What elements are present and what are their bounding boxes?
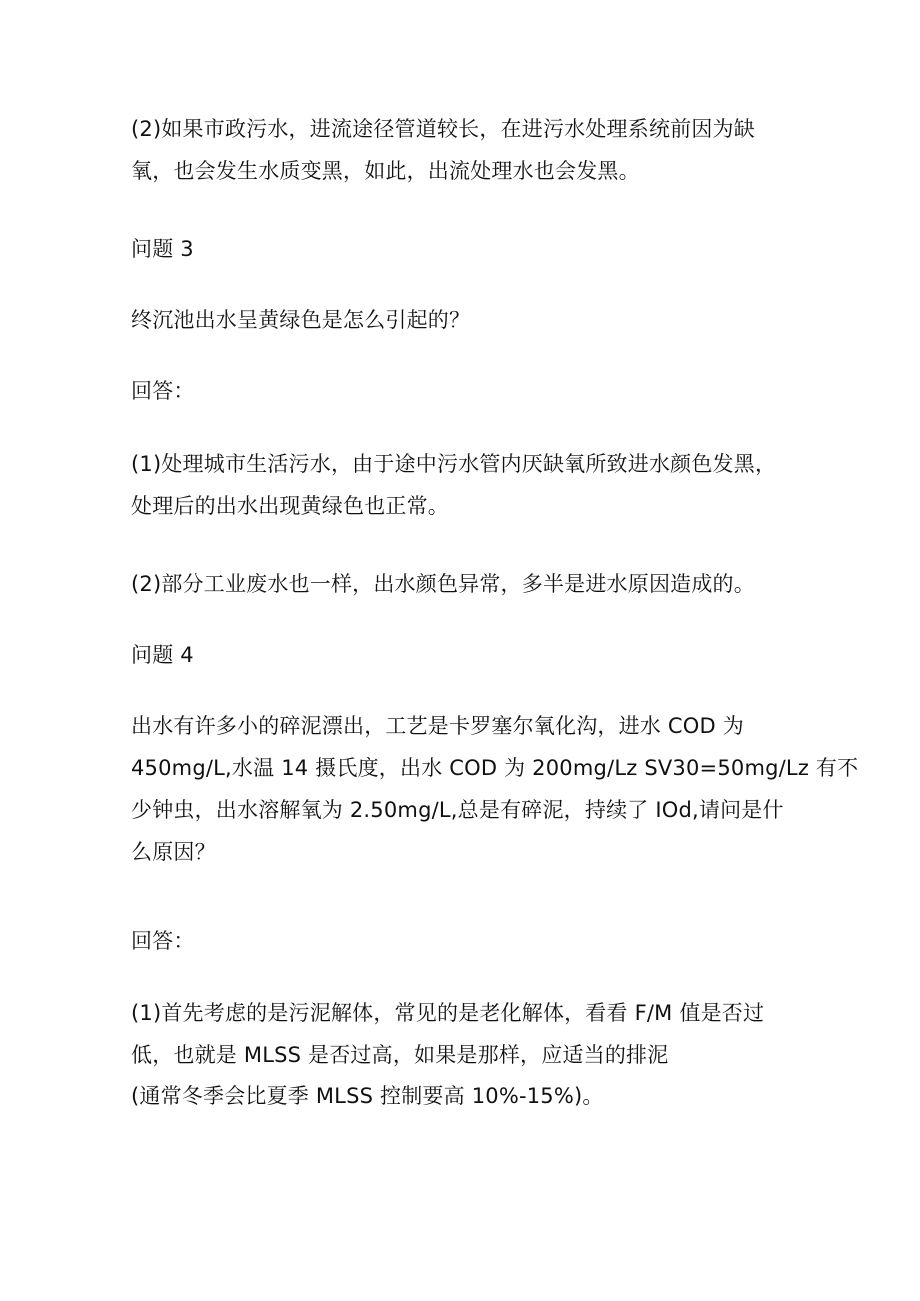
- question-text: 终沉池出水呈黄绿色是怎么引起的？: [131, 308, 471, 332]
- text-line: 少钟虫，出水溶解氧为 2.50mg∕L,总是有碎泥，持续了 IOd,请问是什: [131, 798, 784, 822]
- text-line: (通常冬季会比夏季 MLSS 控制要高 10%-15%)。: [131, 1084, 604, 1108]
- question-4-heading: [131, 634, 811, 676]
- answer-label: 回答：: [131, 379, 195, 403]
- paragraph-q4-answer-1: [131, 992, 811, 1116]
- text-line: 低，也就是 MLSS 是否过高，如果是那样，应适当的排泥: [131, 1043, 669, 1067]
- text-line: 氧，也会发生水质变黑，如此，出流处理水也会发黑。: [131, 159, 640, 183]
- text-line: 出水有许多小的碎泥漂出，工艺是卡罗塞尔氧化沟，进水 COD 为: [131, 714, 744, 738]
- heading-text: 问题 3: [131, 237, 194, 261]
- question-3-text: [131, 299, 811, 341]
- question-4-answer-label: [131, 920, 811, 962]
- paragraph-q3-answer-1: [131, 443, 811, 527]
- answer-label: 回答：: [131, 929, 195, 953]
- question-3-answer-label: [131, 370, 811, 412]
- text-line: 处理后的出水出现黄绿色也正常。: [131, 494, 449, 518]
- text-line: (2)部分工业废水也一样，出水颜色异常，多半是进水原因造成的。: [131, 572, 755, 596]
- text-line: (1)处理城市生活污水，由于途中污水管内厌缺氧所致进水颜色发黑，: [131, 452, 777, 476]
- text-line: (1)首先考虑的是污泥解体，常见的是老化解体，看看 F/M 值是否过: [131, 1001, 765, 1025]
- text-line: (2)如果市政污水，进流途径管道较长，在进污水处理系统前因为缺: [131, 117, 755, 141]
- paragraph-q2-answer-2: [131, 108, 811, 192]
- question-3-heading: [131, 228, 811, 270]
- heading-text: 问题 4: [131, 643, 194, 667]
- question-4-text: [131, 705, 859, 873]
- paragraph-q3-answer-2: [131, 563, 811, 605]
- text-line: 么原因？: [131, 840, 216, 864]
- text-line: 450mg∕L,水温 14 摄氏度，出水 COD 为 200mg∕Lz SV30=50mg∕Lz 有不: [131, 756, 859, 780]
